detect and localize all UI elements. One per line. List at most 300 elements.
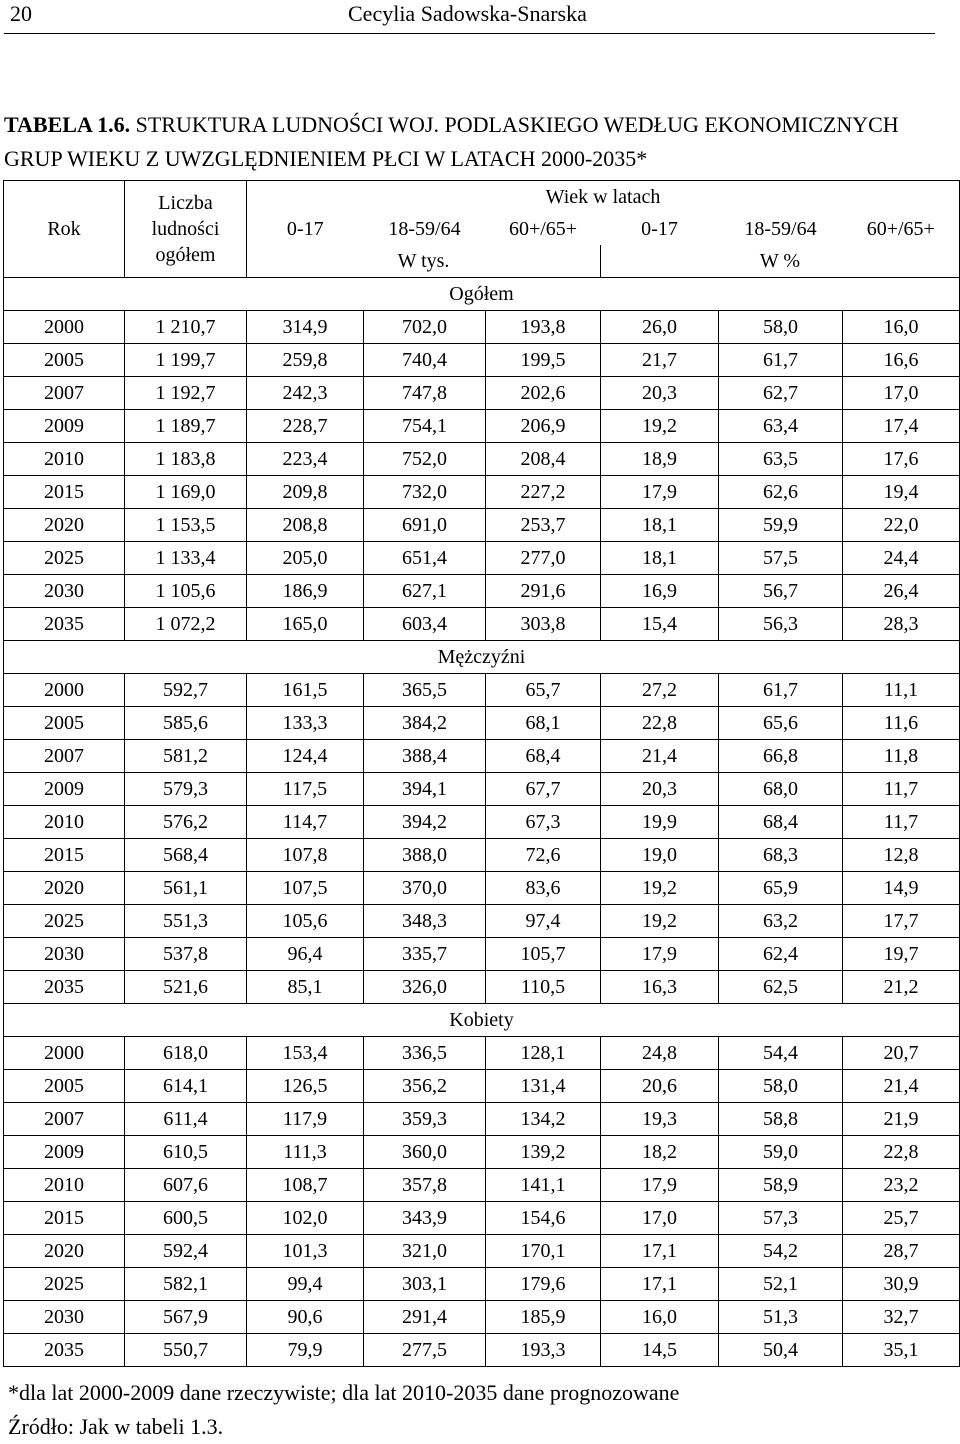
value-cell: 747,8: [364, 377, 486, 410]
value-cell: 26,4: [843, 575, 960, 608]
value-cell: 67,3: [486, 806, 601, 839]
value-cell: 16,3: [601, 971, 719, 1004]
year-cell: 2007: [4, 1103, 125, 1136]
value-cell: 394,1: [364, 773, 486, 806]
header-liczba-line2: ludności: [151, 218, 220, 240]
value-cell: 19,2: [601, 905, 719, 938]
value-cell: 185,9: [486, 1301, 601, 1334]
table-row: [4, 773, 960, 806]
value-cell: 20,6: [601, 1070, 719, 1103]
value-cell: 752,0: [364, 443, 486, 476]
value-cell: 16,0: [601, 1301, 719, 1334]
value-cell: 63,2: [719, 905, 843, 938]
header-unit-pct: W %: [601, 245, 960, 278]
header-wiek: Wiek w latach: [247, 181, 960, 214]
value-cell: 17,7: [843, 905, 960, 938]
value-cell: 291,6: [486, 575, 601, 608]
value-cell: 66,8: [719, 740, 843, 773]
value-cell: 61,7: [719, 674, 843, 707]
value-cell: 18,1: [601, 509, 719, 542]
value-cell: 16,0: [843, 311, 960, 344]
year-cell: 2015: [4, 476, 125, 509]
year-cell: 2025: [4, 542, 125, 575]
section-row: [4, 278, 960, 311]
value-cell: 1 105,6: [125, 575, 247, 608]
value-cell: 22,8: [601, 707, 719, 740]
value-cell: 65,6: [719, 707, 843, 740]
value-cell: 27,2: [601, 674, 719, 707]
value-cell: 1 210,7: [125, 311, 247, 344]
year-cell: 2009: [4, 773, 125, 806]
value-cell: 111,3: [247, 1136, 364, 1169]
value-cell: 343,9: [364, 1202, 486, 1235]
value-cell: 107,5: [247, 872, 364, 905]
year-cell: 2025: [4, 905, 125, 938]
value-cell: 11,6: [843, 707, 960, 740]
value-cell: 28,3: [843, 608, 960, 641]
value-cell: 52,1: [719, 1268, 843, 1301]
value-cell: 16,6: [843, 344, 960, 377]
header-unit-abs: W tys.: [247, 245, 601, 278]
page-header: [4, 0, 935, 34]
value-cell: 14,5: [601, 1334, 719, 1367]
value-cell: 57,3: [719, 1202, 843, 1235]
table-row: [4, 608, 960, 641]
value-cell: 14,9: [843, 872, 960, 905]
value-cell: 186,9: [247, 575, 364, 608]
value-cell: 56,7: [719, 575, 843, 608]
value-cell: 585,6: [125, 707, 247, 740]
value-cell: 205,0: [247, 542, 364, 575]
year-cell: 2009: [4, 1136, 125, 1169]
value-cell: 56,3: [719, 608, 843, 641]
value-cell: 754,1: [364, 410, 486, 443]
value-cell: 550,7: [125, 1334, 247, 1367]
value-cell: 97,4: [486, 905, 601, 938]
source-note: Źródło: Jak w tabeli 1.3.: [8, 1414, 224, 1439]
value-cell: 568,4: [125, 839, 247, 872]
value-cell: 321,0: [364, 1235, 486, 1268]
value-cell: 68,0: [719, 773, 843, 806]
year-cell: 2035: [4, 1334, 125, 1367]
table-row: [4, 1235, 960, 1268]
value-cell: 58,0: [719, 1070, 843, 1103]
value-cell: 19,7: [843, 938, 960, 971]
value-cell: 242,3: [247, 377, 364, 410]
header-row-1: [4, 181, 960, 214]
value-cell: 208,4: [486, 443, 601, 476]
value-cell: 57,5: [719, 542, 843, 575]
value-cell: 336,5: [364, 1037, 486, 1070]
year-cell: 2000: [4, 1037, 125, 1070]
table-row: [4, 971, 960, 1004]
value-cell: 1 183,8: [125, 443, 247, 476]
value-cell: 83,6: [486, 872, 601, 905]
value-cell: 1 199,7: [125, 344, 247, 377]
value-cell: 576,2: [125, 806, 247, 839]
value-cell: 21,2: [843, 971, 960, 1004]
year-cell: 2020: [4, 872, 125, 905]
value-cell: 357,8: [364, 1169, 486, 1202]
table-row: [4, 1301, 960, 1334]
year-cell: 2035: [4, 608, 125, 641]
value-cell: 128,1: [486, 1037, 601, 1070]
value-cell: 537,8: [125, 938, 247, 971]
section-row: [4, 1004, 960, 1037]
table-row: [4, 1070, 960, 1103]
value-cell: 394,2: [364, 806, 486, 839]
table-row: [4, 509, 960, 542]
value-cell: 90,6: [247, 1301, 364, 1334]
value-cell: 25,7: [843, 1202, 960, 1235]
value-cell: 11,7: [843, 773, 960, 806]
value-cell: 17,0: [601, 1202, 719, 1235]
section-label: Mężczyźni: [4, 641, 960, 674]
table-row: [4, 311, 960, 344]
value-cell: 179,6: [486, 1268, 601, 1301]
value-cell: 607,6: [125, 1169, 247, 1202]
value-cell: 117,5: [247, 773, 364, 806]
value-cell: 62,4: [719, 938, 843, 971]
value-cell: 614,1: [125, 1070, 247, 1103]
table-row: [4, 1202, 960, 1235]
table-row: [4, 740, 960, 773]
value-cell: 291,4: [364, 1301, 486, 1334]
value-cell: 30,9: [843, 1268, 960, 1301]
value-cell: 11,8: [843, 740, 960, 773]
value-cell: 102,0: [247, 1202, 364, 1235]
value-cell: 18,9: [601, 443, 719, 476]
value-cell: 199,5: [486, 344, 601, 377]
year-cell: 2010: [4, 806, 125, 839]
value-cell: 388,4: [364, 740, 486, 773]
value-cell: 19,4: [843, 476, 960, 509]
value-cell: 17,9: [601, 1169, 719, 1202]
value-cell: 124,4: [247, 740, 364, 773]
value-cell: 105,6: [247, 905, 364, 938]
value-cell: 1 192,7: [125, 377, 247, 410]
table-row: [4, 443, 960, 476]
value-cell: 68,4: [719, 806, 843, 839]
value-cell: 28,7: [843, 1235, 960, 1268]
value-cell: 384,2: [364, 707, 486, 740]
value-cell: 101,3: [247, 1235, 364, 1268]
value-cell: 277,5: [364, 1334, 486, 1367]
value-cell: 388,0: [364, 839, 486, 872]
value-cell: 20,3: [601, 773, 719, 806]
header-col-0-17: 0-17: [247, 213, 364, 245]
value-cell: 1 133,4: [125, 542, 247, 575]
header-col-18-59: 18-59/64: [388, 218, 461, 240]
value-cell: 579,3: [125, 773, 247, 806]
page-number: 20: [10, 1, 32, 26]
value-cell: 139,2: [486, 1136, 601, 1169]
year-cell: 2015: [4, 1202, 125, 1235]
value-cell: 17,9: [601, 476, 719, 509]
value-cell: 365,5: [364, 674, 486, 707]
value-cell: 18,1: [601, 542, 719, 575]
value-cell: 732,0: [364, 476, 486, 509]
value-cell: 582,1: [125, 1268, 247, 1301]
table-row: [4, 1169, 960, 1202]
value-cell: 370,0: [364, 872, 486, 905]
value-cell: 105,7: [486, 938, 601, 971]
value-cell: 15,4: [601, 608, 719, 641]
table-row: [4, 1334, 960, 1367]
table-row: [4, 674, 960, 707]
value-cell: 691,0: [364, 509, 486, 542]
value-cell: 1 072,2: [125, 608, 247, 641]
value-cell: 63,5: [719, 443, 843, 476]
value-cell: 65,9: [719, 872, 843, 905]
table-title: [4, 108, 954, 176]
year-cell: 2010: [4, 1169, 125, 1202]
value-cell: 592,7: [125, 674, 247, 707]
value-cell: 21,4: [601, 740, 719, 773]
table-row: [4, 1136, 960, 1169]
table-row: [4, 905, 960, 938]
value-cell: 58,9: [719, 1169, 843, 1202]
table-label: TABELA 1.6.: [4, 112, 131, 137]
value-cell: 19,0: [601, 839, 719, 872]
table-row: [4, 575, 960, 608]
year-cell: 2035: [4, 971, 125, 1004]
value-cell: 22,8: [843, 1136, 960, 1169]
value-cell: 50,4: [719, 1334, 843, 1367]
value-cell: 24,4: [843, 542, 960, 575]
table-row: [4, 1037, 960, 1070]
value-cell: 17,0: [843, 377, 960, 410]
value-cell: 303,8: [486, 608, 601, 641]
value-cell: 19,2: [601, 410, 719, 443]
value-cell: 117,9: [247, 1103, 364, 1136]
value-cell: 65,7: [486, 674, 601, 707]
value-cell: 193,8: [486, 311, 601, 344]
value-cell: 134,2: [486, 1103, 601, 1136]
value-cell: 360,0: [364, 1136, 486, 1169]
value-cell: 19,2: [601, 872, 719, 905]
table-row: [4, 542, 960, 575]
year-cell: 2030: [4, 1301, 125, 1334]
year-cell: 2020: [4, 1235, 125, 1268]
value-cell: 51,3: [719, 1301, 843, 1334]
value-cell: 651,4: [364, 542, 486, 575]
value-cell: 22,0: [843, 509, 960, 542]
value-cell: 85,1: [247, 971, 364, 1004]
value-cell: 68,3: [719, 839, 843, 872]
year-cell: 2030: [4, 938, 125, 971]
table-row: [4, 872, 960, 905]
value-cell: 63,4: [719, 410, 843, 443]
value-cell: 18,2: [601, 1136, 719, 1169]
table-row: [4, 1268, 960, 1301]
value-cell: 126,5: [247, 1070, 364, 1103]
population-table: [3, 180, 960, 1367]
value-cell: 61,7: [719, 344, 843, 377]
table-title-line1: STRUKTURA LUDNOŚCI WOJ. PODLASKIEGO WEDŁUG EKONOMICZNYCH: [130, 112, 899, 137]
year-cell: 2030: [4, 575, 125, 608]
value-cell: 610,5: [125, 1136, 247, 1169]
value-cell: 133,3: [247, 707, 364, 740]
value-cell: 17,4: [843, 410, 960, 443]
value-cell: 228,7: [247, 410, 364, 443]
value-cell: 618,0: [125, 1037, 247, 1070]
value-cell: 170,1: [486, 1235, 601, 1268]
table-row: [4, 476, 960, 509]
year-cell: 2025: [4, 1268, 125, 1301]
value-cell: 62,5: [719, 971, 843, 1004]
value-cell: 62,6: [719, 476, 843, 509]
footnote: *dla lat 2000-2009 dane rzeczywiste; dla lat 2010-2035 dane prognozowane: [8, 1380, 680, 1405]
header-liczba-line1: Liczba: [158, 192, 213, 214]
year-cell: 2009: [4, 410, 125, 443]
value-cell: 303,1: [364, 1268, 486, 1301]
value-cell: 35,1: [843, 1334, 960, 1367]
value-cell: 17,6: [843, 443, 960, 476]
value-cell: 208,8: [247, 509, 364, 542]
value-cell: 17,1: [601, 1268, 719, 1301]
value-cell: 154,6: [486, 1202, 601, 1235]
header-col-pct-0-17: 0-17: [641, 218, 678, 240]
year-cell: 2010: [4, 443, 125, 476]
value-cell: 68,1: [486, 707, 601, 740]
value-cell: 96,4: [247, 938, 364, 971]
table-title-line2: GRUP WIEKU Z UWZGLĘDNIENIEM PŁCI W LATACH 2000-2035*: [4, 146, 648, 171]
header-liczba: [125, 181, 247, 278]
value-cell: 24,8: [601, 1037, 719, 1070]
value-cell: 314,9: [247, 311, 364, 344]
value-cell: 20,3: [601, 377, 719, 410]
section-label: Ogółem: [4, 278, 960, 311]
value-cell: 223,4: [247, 443, 364, 476]
value-cell: 1 169,0: [125, 476, 247, 509]
header-col-60plus: 60+/65+: [508, 218, 578, 240]
year-cell: 2007: [4, 377, 125, 410]
running-header-author: Cecylia Sadowska-Snarska: [348, 1, 587, 26]
year-cell: 2000: [4, 674, 125, 707]
value-cell: 702,0: [364, 311, 486, 344]
value-cell: 59,0: [719, 1136, 843, 1169]
header-rok: Rok: [4, 181, 125, 278]
value-cell: 20,7: [843, 1037, 960, 1070]
value-cell: 611,4: [125, 1103, 247, 1136]
value-cell: 72,6: [486, 839, 601, 872]
value-cell: 19,3: [601, 1103, 719, 1136]
section-row: [4, 641, 960, 674]
value-cell: 21,7: [601, 344, 719, 377]
value-cell: 19,9: [601, 806, 719, 839]
value-cell: 21,9: [843, 1103, 960, 1136]
value-cell: 131,4: [486, 1070, 601, 1103]
value-cell: 59,9: [719, 509, 843, 542]
value-cell: 141,1: [486, 1169, 601, 1202]
table-row: [4, 410, 960, 443]
value-cell: 110,5: [486, 971, 601, 1004]
value-cell: 592,4: [125, 1235, 247, 1268]
value-cell: 54,4: [719, 1037, 843, 1070]
year-cell: 2015: [4, 839, 125, 872]
value-cell: 16,9: [601, 575, 719, 608]
value-cell: 521,6: [125, 971, 247, 1004]
year-cell: 2005: [4, 344, 125, 377]
value-cell: 32,7: [843, 1301, 960, 1334]
value-cell: 603,4: [364, 608, 486, 641]
value-cell: 12,8: [843, 839, 960, 872]
value-cell: 165,0: [247, 608, 364, 641]
value-cell: 326,0: [364, 971, 486, 1004]
value-cell: 277,0: [486, 542, 601, 575]
value-cell: 359,3: [364, 1103, 486, 1136]
value-cell: 114,7: [247, 806, 364, 839]
value-cell: 107,8: [247, 839, 364, 872]
value-cell: 11,1: [843, 674, 960, 707]
year-cell: 2020: [4, 509, 125, 542]
table-row: [4, 707, 960, 740]
value-cell: 561,1: [125, 872, 247, 905]
section-label: Kobiety: [4, 1004, 960, 1037]
value-cell: 581,2: [125, 740, 247, 773]
value-cell: 58,0: [719, 311, 843, 344]
value-cell: 1 189,7: [125, 410, 247, 443]
value-cell: 67,7: [486, 773, 601, 806]
value-cell: 62,7: [719, 377, 843, 410]
value-cell: 68,4: [486, 740, 601, 773]
value-cell: 740,4: [364, 344, 486, 377]
value-cell: 161,5: [247, 674, 364, 707]
value-cell: 17,9: [601, 938, 719, 971]
value-cell: 259,8: [247, 344, 364, 377]
year-cell: 2005: [4, 1070, 125, 1103]
year-cell: 2005: [4, 707, 125, 740]
value-cell: 348,3: [364, 905, 486, 938]
table-row: [4, 839, 960, 872]
value-cell: 551,3: [125, 905, 247, 938]
header-col-pct-60plus: 60+/65+: [843, 213, 960, 245]
table-row: [4, 1103, 960, 1136]
value-cell: 99,4: [247, 1268, 364, 1301]
value-cell: 26,0: [601, 311, 719, 344]
value-cell: 1 153,5: [125, 509, 247, 542]
value-cell: 253,7: [486, 509, 601, 542]
value-cell: 79,9: [247, 1334, 364, 1367]
value-cell: 54,2: [719, 1235, 843, 1268]
value-cell: 227,2: [486, 476, 601, 509]
value-cell: 567,9: [125, 1301, 247, 1334]
table-row: [4, 377, 960, 410]
table-row: [4, 938, 960, 971]
value-cell: 11,7: [843, 806, 960, 839]
value-cell: 202,6: [486, 377, 601, 410]
value-cell: 23,2: [843, 1169, 960, 1202]
value-cell: 627,1: [364, 575, 486, 608]
value-cell: 206,9: [486, 410, 601, 443]
value-cell: 335,7: [364, 938, 486, 971]
value-cell: 108,7: [247, 1169, 364, 1202]
value-cell: 356,2: [364, 1070, 486, 1103]
value-cell: 600,5: [125, 1202, 247, 1235]
table-row: [4, 806, 960, 839]
value-cell: 17,1: [601, 1235, 719, 1268]
year-cell: 2000: [4, 311, 125, 344]
value-cell: 193,3: [486, 1334, 601, 1367]
header-col-pct-18-59: 18-59/64: [744, 218, 817, 240]
year-cell: 2007: [4, 740, 125, 773]
header-liczba-line3: ogółem: [155, 244, 216, 266]
value-cell: 209,8: [247, 476, 364, 509]
value-cell: 58,8: [719, 1103, 843, 1136]
value-cell: 21,4: [843, 1070, 960, 1103]
value-cell: 153,4: [247, 1037, 364, 1070]
